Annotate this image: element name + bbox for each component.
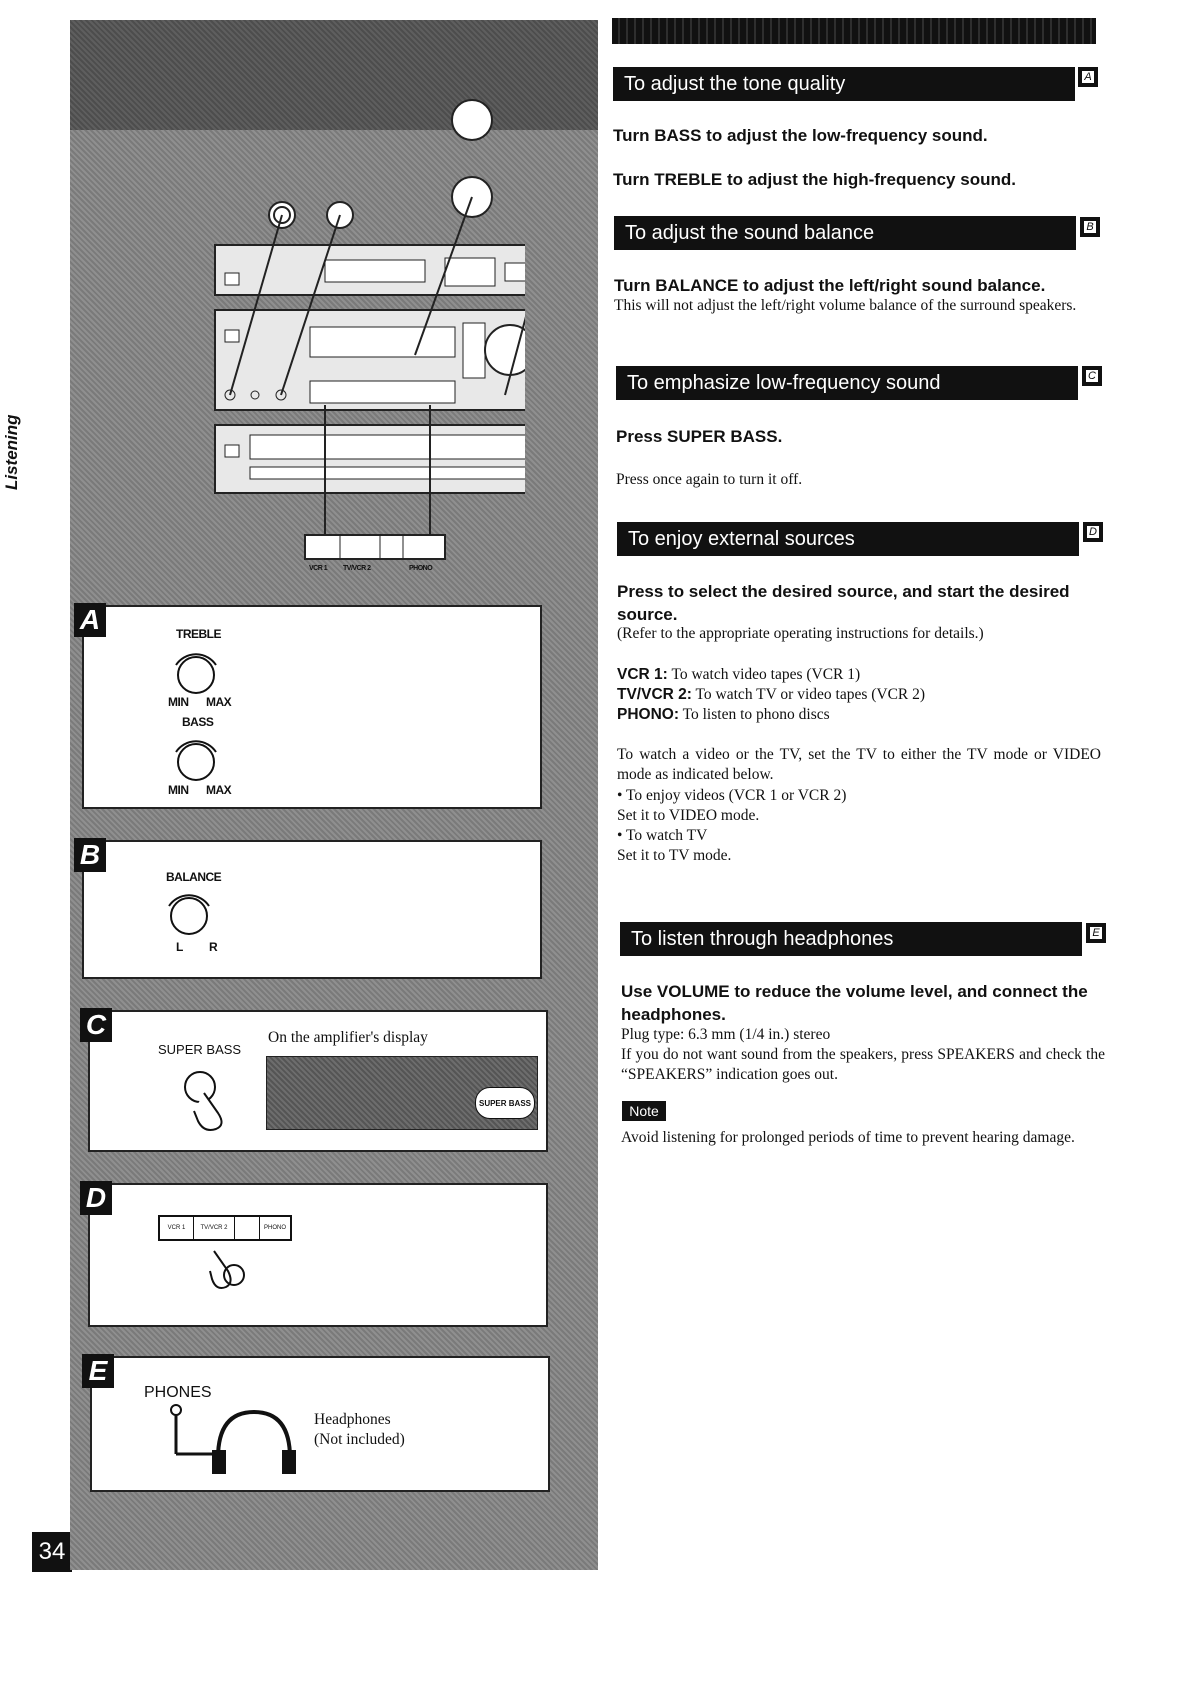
super-bass-indicator: SUPER BASS xyxy=(475,1087,535,1119)
section-d-marker: D xyxy=(1083,522,1103,542)
press-finger-icon xyxy=(208,1245,258,1295)
b-line1: Turn BALANCE to adjust the left/right sound balance. xyxy=(614,276,1046,295)
source-vcr1-label: VCR 1 xyxy=(309,565,328,572)
headphones-note: (Not included) xyxy=(314,1431,405,1448)
source-buttons-small xyxy=(158,1215,292,1241)
panel-e xyxy=(90,1356,550,1492)
note-body: Avoid listening for prolonged periods of time to prevent hearing damage. xyxy=(621,1129,1075,1146)
panel-d xyxy=(85,1182,548,1327)
c-line1: Press SUPER BASS. xyxy=(616,427,783,446)
e-plug: Plug type: 6.3 mm (1/4 in.) stereo xyxy=(621,1026,831,1043)
treble-max-label: MAX xyxy=(206,695,232,709)
panel-a xyxy=(79,604,542,809)
d-bullet-2-sub: Set it to TV mode. xyxy=(617,847,732,864)
button-gap xyxy=(235,1217,260,1239)
headphones-icon xyxy=(166,1404,306,1484)
source-tv-label: TV/VCR 2 xyxy=(343,565,371,572)
d-vcr1-row xyxy=(617,665,860,685)
d-tv-row xyxy=(617,685,925,705)
phono-small-label: PHONO xyxy=(263,1225,286,1231)
section-e-marker: E xyxy=(1086,923,1106,943)
a-line1: Turn BASS to adjust the low-frequency sound. xyxy=(613,126,988,145)
treble-min-label: MIN xyxy=(168,695,189,709)
illustration-column xyxy=(70,20,598,1570)
panel-d-badge: D xyxy=(80,1181,112,1215)
section-d-title: To enjoy external sources xyxy=(628,527,855,550)
top-header-bar xyxy=(612,18,1096,44)
section-a-marker: A xyxy=(1078,67,1098,87)
d-tv-key: TV/VCR 2: xyxy=(617,686,692,703)
section-c-marker: C xyxy=(1082,366,1102,386)
bass-max-label: MAX xyxy=(206,783,232,797)
c-body: Press once again to turn it off. xyxy=(616,471,803,488)
d-tv-desc: To watch TV or video tapes (VCR 2) xyxy=(695,686,926,703)
panel-e-badge: E xyxy=(82,1354,114,1388)
a-line2: Turn TREBLE to adjust the high-frequency sound. xyxy=(613,170,1016,189)
b-body: This will not adjust the left/right volume balance of the surround speakers. xyxy=(614,297,1077,314)
d-bullet-1: • To enjoy videos (VCR 1 or VCR 2) xyxy=(617,787,847,804)
section-b-marker: B xyxy=(1080,217,1100,237)
d-ref: (Refer to the appropriate operating instructions for details.) xyxy=(617,625,984,642)
panel-b-badge: B xyxy=(74,838,106,872)
page-number: 34 xyxy=(32,1532,72,1572)
panel-b xyxy=(79,839,542,979)
vcr1-small-label: VCR 1 xyxy=(160,1217,194,1239)
balance-left-label: L xyxy=(176,940,183,954)
e-line1: Use VOLUME to reduce the volume level, and connect the headphones. xyxy=(621,982,1088,1024)
display-caption: On the amplifier's display xyxy=(268,1029,428,1046)
source-button-labels xyxy=(305,560,445,584)
e-speakers: If you do not want sound from the speakers, press SPEAKERS and check the “SPEAKERS” indication goes out. xyxy=(621,1046,1105,1083)
d-line1: Press to select the desired source, and start the desired source. xyxy=(617,582,1070,624)
section-a-heading xyxy=(613,67,1075,101)
phones-label: PHONES xyxy=(144,1384,212,1401)
super-bass-label: SUPER BASS xyxy=(158,1042,242,1057)
d-bullet-1-sub: Set it to VIDEO mode. xyxy=(617,807,760,824)
headphones-label: Headphones xyxy=(314,1411,391,1428)
note-badge: Note xyxy=(622,1101,666,1121)
stereo-system-drawing xyxy=(145,95,525,565)
d-bullet-2: • To watch TV xyxy=(617,827,708,844)
press-finger-icon xyxy=(178,1067,242,1137)
section-d-heading xyxy=(617,522,1079,556)
section-e-title: To listen through headphones xyxy=(631,927,894,950)
side-section-label xyxy=(2,400,26,490)
section-c-title: To emphasize low-frequency sound xyxy=(627,371,941,394)
section-b-title: To adjust the sound balance xyxy=(625,221,875,244)
side-label-text: Listening xyxy=(2,414,21,490)
panel-a-badge: A xyxy=(74,603,106,637)
panel-c-badge: C xyxy=(80,1008,112,1042)
section-a-title: To adjust the tone quality xyxy=(624,72,846,95)
treble-label: TREBLE xyxy=(176,627,221,641)
balance-label: BALANCE xyxy=(166,870,222,884)
panel-c xyxy=(85,1009,548,1152)
d-vcr1-key: VCR 1: xyxy=(617,666,668,683)
d-watch: To watch a video or the TV, set the TV to either the TV mode or VIDEO mode as indicated below. xyxy=(617,746,1101,783)
d-phono-key: PHONO: xyxy=(617,706,679,723)
balance-knob-icon xyxy=(159,888,219,940)
d-phono-row xyxy=(617,705,830,725)
section-c-heading xyxy=(616,366,1078,400)
treble-knob-icon xyxy=(166,647,226,699)
bass-min-label: MIN xyxy=(168,783,189,797)
section-e-heading xyxy=(620,922,1082,956)
bass-knob-icon xyxy=(166,734,226,786)
bass-label: BASS xyxy=(182,715,214,729)
balance-right-label: R xyxy=(209,940,218,954)
section-b-heading xyxy=(614,216,1076,250)
amplifier-display xyxy=(266,1056,538,1130)
source-phono-label: PHONO xyxy=(409,565,433,572)
d-vcr1-desc: To watch video tapes (VCR 1) xyxy=(671,666,861,683)
tv-small-label: TV/VCR 2 xyxy=(194,1217,235,1239)
d-phono-desc: To listen to phono discs xyxy=(682,706,830,723)
